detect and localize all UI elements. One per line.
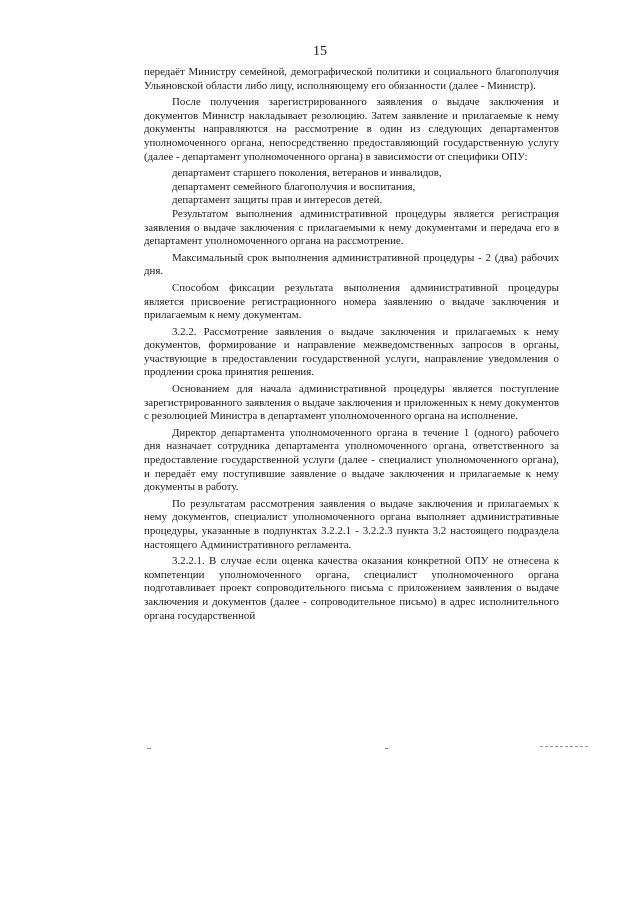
scan-artifact bbox=[147, 748, 151, 749]
paragraph: 3.2.2.1. В случае если оценка качества оказания конкретной ОПУ не отнесена к компетенции уполномоченного органа, специалист уполномоченного органа подготавливает проект сопроводительного письма с приложением заявления о выдаче заключения и документов (далее - сопроводительное письмо) в адрес исполнительного органа государственной bbox=[144, 555, 559, 622]
paragraph: Результатом выполнения административной процедуры является регистрация заявления о выдаче заключения с прилагаемыми к нему документами и передача его в департамент уполномоченного органа на рассмотрение. bbox=[144, 207, 559, 248]
paragraph: Способом фиксации результата выполнения административной процедуры является присвоение регистрационного номера заявлению о выдаче заключения и прилагаемым к нему документам. bbox=[144, 281, 559, 322]
list-item: департамент защиты прав и интересов детей. bbox=[172, 194, 383, 207]
paragraph: Директор департамента уполномоченного органа в течение 1 (одного) рабочего дня назначает сотрудника департамента уполномоченного органа, ответственного за предоставление государственной услуги (далее - специалист уполномоченного органа), и передаёт ему поступившие заявление о выдаче заключения и прилагаемые к нему документы в работу. bbox=[144, 426, 559, 494]
paragraph: передаёт Министру семейной, демографической политики и социального благополучия Ульяновской области либо лицу, исполняющему его обязанности (далее - Министр). bbox=[144, 66, 559, 92]
page-number: 15 bbox=[313, 44, 327, 59]
paragraph: Основанием для начала административной процедуры является поступление зарегистрированного заявления о выдаче заключения и приложенных к нему документов с резолюцией Министра в департамент уполномоченного органа на исполнение. bbox=[144, 383, 559, 423]
list-item: департамент старшего поколения, ветеранов и инвалидов, bbox=[172, 167, 442, 180]
section-heading-paragraph: 3.2.2. Рассмотрение заявления о выдаче заключения и прилагаемых к нему документов, формирование и направление межведомственных запросов в органы, участвующие в предоставлении государственной услуги, направление уведомления о продлении срока принятия решения. bbox=[144, 325, 559, 379]
paragraph: Максимальный срок выполнения административной процедуры - 2 (два) рабочих дня. bbox=[144, 251, 559, 278]
scan-artifact bbox=[385, 748, 388, 749]
document-body bbox=[144, 66, 559, 626]
paragraph: По результатам рассмотрения заявления о выдаче заключения и прилагаемых к нему документов, специалист уполномоченного органа выполняет административные процедуры, указанные в подпунктах 3.2.2.1 - 3.2.2.3 пункта 3.2 настоящего подраздела настоящего Административного регламента. bbox=[144, 497, 559, 551]
paragraph: После получения зарегистрированного заявления о выдаче заключения и документов Министр накладывает резолюцию. Затем заявление и прилагаемые к нему документы направляются на рассмотрение в один из следующих департаментов уполномоченного органа, непосредственно предоставляющий государственную услугу (далее - департамент уполномоченного органа) в зависимости от специфики ОПУ: bbox=[144, 96, 559, 163]
scan-artifact bbox=[540, 746, 588, 747]
list-item: департамент семейного благополучия и воспитания, bbox=[172, 180, 416, 193]
